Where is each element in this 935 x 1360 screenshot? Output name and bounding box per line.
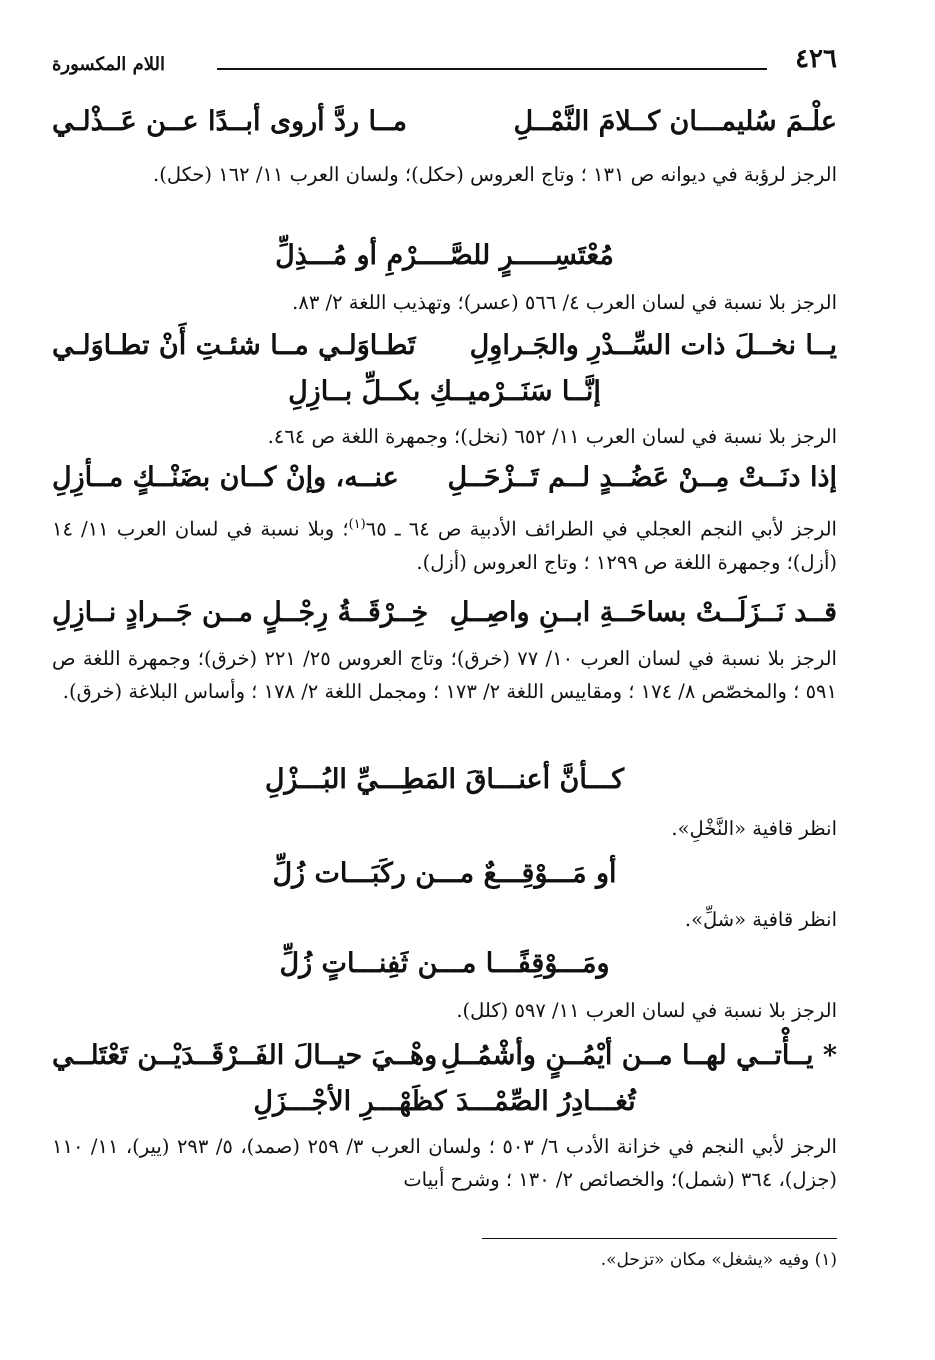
reference-text bbox=[52, 508, 837, 579]
reference-part: ؛ وبلا نسبة في لسان العرب ١١/ ١٤ (أزل)؛ وجمهرة اللغة ص ١٢٩٩ ؛ وتاج العروس (أزل). bbox=[52, 517, 837, 574]
hemistich-right: قــد نَــزَلَــتْ بساحَــةِ ابــنِ واصِــلِ bbox=[449, 597, 837, 628]
footnote-rule bbox=[482, 1238, 837, 1239]
header-rule bbox=[217, 68, 767, 70]
hemistich-left: عنــه، وإنْ كــان بضَنْــكٍ مــأزِلِ bbox=[52, 462, 399, 493]
reference-text: الرجز بلا نسبة في لسان العرب ٤/ ٥٦٦ (عسر)؛ وتهذيب اللغة ٢/ ٨٣. bbox=[292, 291, 837, 314]
hemistich-right: يــا نخــلَ ذات السِّــدْرِ والجَـراوِلِ bbox=[469, 330, 837, 361]
reference-text: الرجز بلا نسبة في لسان العرب ١٠/ ٧٧ (خرق)؛ وتاج العروس ٢٥/ ٢٢١ (خرق)؛ وجمهرة اللغة ص ٥٩١ ؛ والمخصّص ٨/ ١٧٤ ؛ ومقاييس اللغة ٢/ ١٧٣ ؛ ومجمل اللغة ٢/ ١٧٨ ؛ وأساس البلاغة (خرق). bbox=[52, 647, 837, 703]
hemistich-right: * يــأْتــي لهــا مــن أيْمُــنٍ وأشْمُــلِ bbox=[440, 1040, 837, 1071]
page-number: ٤٢٦ bbox=[795, 44, 837, 74]
verse-line: كـــأنَّ أعنـــاقَ المَطِـــيِّ البُـــزْلِ bbox=[264, 764, 625, 795]
verse-line bbox=[52, 106, 837, 137]
verse-line: إنَّــا سَنَــرْميــكِ بكــلِّ بــازِلِ bbox=[288, 376, 601, 407]
footnote-marker: (١) bbox=[348, 517, 366, 532]
hemistich-left: تَطـاوَلـي مــا شئـتِ أَنْ تطـاوَلـي bbox=[52, 330, 416, 361]
verse-line: مُعْتَسِـــــرٍ للصَّــــرْمِ أو مُـــذِلِّ bbox=[275, 240, 614, 271]
verse-line: تُغـــادِرُ الصِّمْـــدَ كظَهْـــرِ الأجْـــزَلِ bbox=[253, 1086, 636, 1117]
verse-line bbox=[52, 330, 837, 361]
verse-line: أو مَـــوْقِـــعٌ مـــن ركَبَـــات زُلِّ bbox=[272, 858, 617, 889]
reference-text: الرجز بلا نسبة في لسان العرب ١١/ ٦٥٢ (نخل)؛ وجمهرة اللغة ص ٤٦٤. bbox=[267, 425, 837, 448]
hemistich-right: علْـمَ سُليمـــان كــلامَ النَّمْــلِ bbox=[513, 106, 837, 137]
verse-line bbox=[52, 1040, 837, 1071]
running-title: اللام المكسورة bbox=[52, 54, 165, 75]
reference-part: الرجز لأبي النجم العجلي في الطرائف الأدبية ص ٦٤ ـ ٦٥ bbox=[365, 517, 837, 541]
hemistich-left: مــا ردَّ أروى أبــدًا عــن عَــذْلـي bbox=[52, 106, 408, 137]
hemistich-right: إذا دنَــتْ مِــنْ عَضُــدٍ لــم تَــزْحَــلِ bbox=[447, 462, 837, 493]
verse-line: ومَـــوْقِفًـــا مـــن ثَفِنـــاتٍ زُلِّ bbox=[279, 948, 610, 979]
verse-line bbox=[52, 597, 837, 628]
reference-text: انظر قافية «النَّخْلِ». bbox=[671, 817, 837, 840]
hemistich-left: خِــرْقَــةُ رِجْــلٍ مــن جَــرادٍ نــازِلِ bbox=[52, 597, 429, 628]
reference-text: انظر قافية «شلِّ». bbox=[684, 908, 837, 931]
verse-line bbox=[52, 462, 837, 493]
reference-text: الرجز لأبي النجم في خزانة الأدب ٦/ ٥٠٣ ؛ ولسان العرب ٣/ ٢٥٩ (صمد)، ٥/ ٢٩٣ (يير)، ١١/ ١١٠ (جزل)، ٣٦٤ (شمل)؛ والخصائص ٢/ ١٣٠ ؛ وشرح أبيات bbox=[52, 1135, 837, 1191]
reference-text: الرجز لرؤبة في ديوانه ص ١٣١ ؛ وتاج العروس (حكل)؛ ولسان العرب ١١/ ١٦٢ (حكل). bbox=[153, 163, 837, 186]
footnote: (١) وفيه «يشغل» مكان «تزحل». bbox=[600, 1250, 837, 1270]
running-header bbox=[52, 44, 837, 84]
reference-text: الرجز بلا نسبة في لسان العرب ١١/ ٥٩٧ (كلل). bbox=[456, 999, 837, 1022]
hemistich-left: وهْــيَ حيــالَ الفَــرْقَــدَيْــن تَعْتَلــي bbox=[52, 1040, 438, 1071]
